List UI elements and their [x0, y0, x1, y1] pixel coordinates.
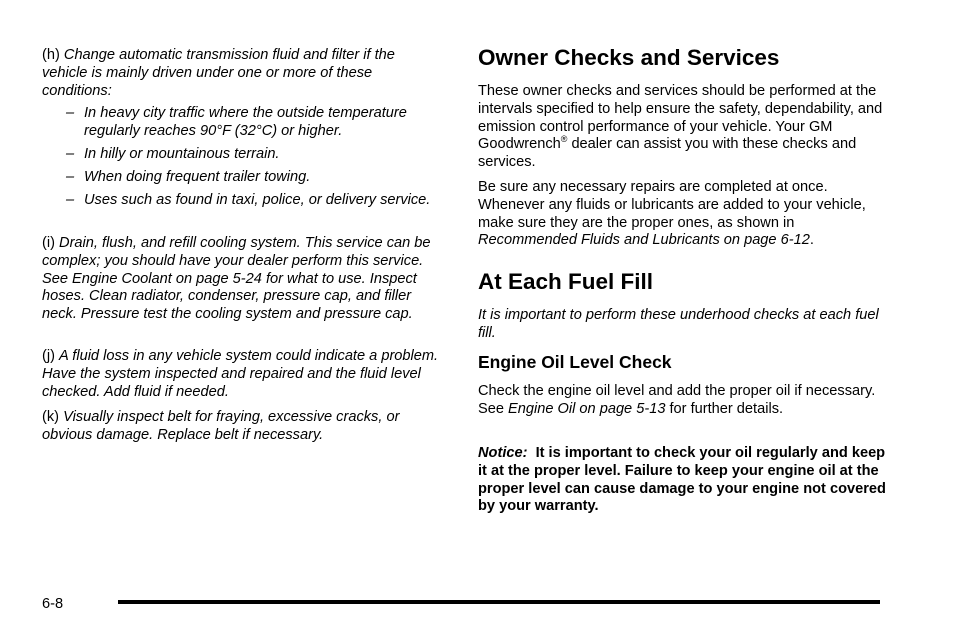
- item-text: Drain, flush, and refill cooling system. This service can be complex; you should have your dealer perform this service. See Engine Coolant on page 5-24 for what to use. Inspect hoses. Clean radiator, condenser, pressure cap, and filler neck. Pressure test the cooling system and pressure cap.: [42, 235, 431, 323]
- notice-text: It is important to check your oil regularly and keep it at the proper level. Failure to keep your engine oil at the proper level can cause damage to your engine not covered by your warranty.: [478, 445, 886, 515]
- fuel-fill-intro: It is important to perform these underhood checks at each fuel fill.: [478, 307, 879, 341]
- item-text: A fluid loss in any vehicle system could indicate a problem. Have the system inspected and repaired and the fluid level checked. Add fluid if needed.: [42, 348, 439, 400]
- item-label: (h): [42, 47, 60, 63]
- notice-label: Notice:: [478, 445, 528, 461]
- item-label: (i): [42, 235, 55, 251]
- condition-item: [66, 192, 462, 210]
- owner-checks-intro: [478, 83, 888, 172]
- page-number: 6-8: [42, 596, 64, 612]
- fluids-reference-link[interactable]: Recommended Fluids and Lubricants on page 6-12: [478, 232, 810, 249]
- maintenance-item-h: [42, 47, 444, 100]
- maintenance-item-i: [42, 235, 444, 324]
- condition-text: When doing frequent trailer towing.: [84, 169, 311, 185]
- intro-text-start: These owner checks and services should be performed at the intervals specified to help ensure the safety, dependability, and emission control performance of your vehicle. Your GM Goodwrench: [478, 83, 883, 153]
- dash-bullet: –: [66, 146, 75, 162]
- condition-text: Uses such as found in taxi, police, or delivery service.: [84, 192, 431, 208]
- engine-oil-paragraph: [478, 383, 888, 419]
- engine-oil-reference-link[interactable]: Engine Oil on page 5-13: [508, 400, 666, 417]
- item-text: Change automatic transmission fluid and filter if the vehicle is mainly driven under one or more of these conditions:: [42, 47, 395, 99]
- engine-oil-text: Check the engine oil level and add the proper oil if necessary. See: [478, 383, 876, 417]
- maintenance-item-k: [42, 409, 444, 445]
- condition-item: [66, 105, 462, 141]
- repairs-paragraph: [478, 179, 888, 250]
- repairs-text: Be sure any necessary repairs are completed at once. Whenever any fluids or lubricants are added to your vehicle, make sure they are the proper ones, as shown in: [478, 179, 866, 231]
- condition-text: In heavy city traffic where the outside temperature regularly reaches 90°F (32°C) or higher.: [84, 105, 407, 139]
- maintenance-item-j: [42, 348, 444, 401]
- intro-text-end: dealer can assist you with these checks and services.: [478, 136, 857, 171]
- footer-rule: [118, 600, 880, 604]
- registered-mark: ®: [560, 134, 568, 145]
- condition-text: In hilly or mountainous terrain.: [84, 146, 280, 162]
- item-label: (k): [42, 409, 60, 425]
- dash-bullet: –: [66, 105, 75, 121]
- condition-item: [66, 169, 462, 187]
- fuel-fill-heading: At Each Fuel Fill: [478, 269, 654, 294]
- engine-oil-heading: Engine Oil Level Check: [478, 352, 672, 372]
- engine-oil-text-end: for further details.: [665, 400, 784, 417]
- dash-bullet: –: [66, 192, 75, 208]
- dash-bullet: –: [66, 169, 75, 185]
- repairs-text-end: .: [809, 232, 814, 249]
- condition-item: [66, 146, 462, 164]
- item-label: (j): [42, 348, 55, 364]
- owner-checks-heading: Owner Checks and Services: [478, 45, 780, 70]
- item-text: Visually inspect belt for fraying, excessive cracks, or obvious damage. Replace belt if necessary.: [42, 409, 400, 443]
- notice-paragraph: [478, 445, 888, 516]
